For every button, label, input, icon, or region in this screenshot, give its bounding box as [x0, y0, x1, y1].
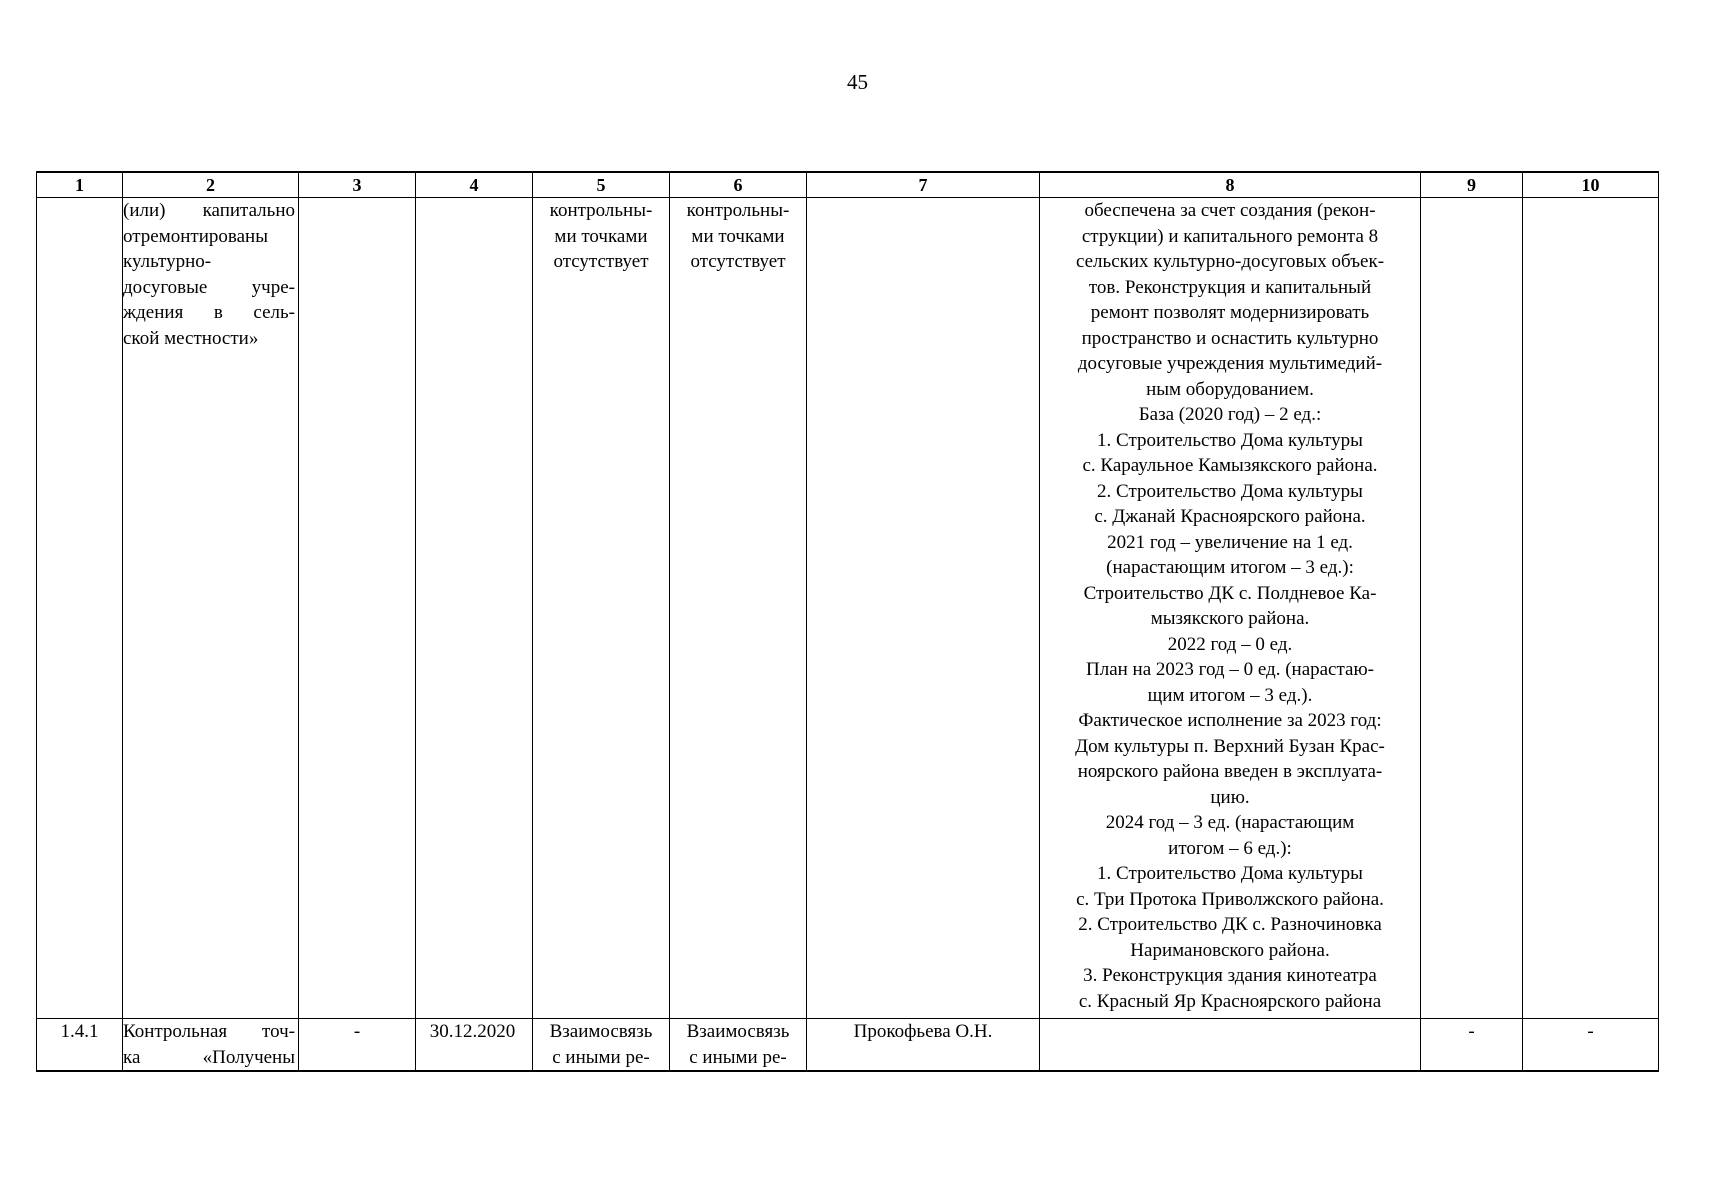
text-line: 2022 год – 0 ед.	[1167, 633, 1293, 655]
text-line: База (2020 год) – 2 ед.:	[1138, 404, 1322, 425]
cell-col6	[670, 198, 807, 1019]
page-number: 45	[847, 70, 868, 94]
text-line: тов. Реконструкция и капитальный	[1088, 276, 1372, 298]
text-line: отсутствует	[690, 251, 786, 272]
plan-table	[36, 171, 1659, 1072]
text-line: отремонтированы	[123, 225, 268, 247]
cell-col10: -	[1523, 1019, 1659, 1072]
column-header: 4	[416, 172, 533, 198]
cell-col9	[1421, 198, 1523, 1019]
column-header: 2	[123, 172, 299, 198]
text-line: струкции) и капитального ремонта 8	[1081, 225, 1379, 247]
text-line: ремонт позволят модернизировать	[1090, 302, 1370, 323]
column-header: 10	[1523, 172, 1659, 198]
text-line: с. Джанай Красноярского района.	[1094, 506, 1366, 527]
text-line: 1. Строительство Дома культуры	[1097, 429, 1363, 451]
cell-col3	[299, 198, 416, 1019]
text-line: с иными ре-	[552, 1046, 650, 1068]
text-line: щим итогом – 3 ед.).	[1147, 684, 1313, 706]
text-line: ным оборудованием.	[1146, 378, 1314, 400]
cell-number	[37, 198, 123, 1019]
text-line: Контрольная точ-	[123, 1021, 295, 1042]
text-line: досуговые учреждения мультимедий-	[1077, 353, 1383, 374]
column-header: 8	[1040, 172, 1421, 198]
text-line: досуговые учре-	[123, 276, 295, 298]
text-line: 2021 год – увеличение на 1 ед.	[1107, 531, 1353, 553]
text-line: (или) капитально	[123, 200, 295, 221]
text-line: пространство и оснастить культурно	[1081, 327, 1379, 349]
text-line: с иными ре-	[689, 1046, 787, 1068]
text-line: контрольны-	[686, 200, 790, 221]
text-line: итогом – 6 ед.):	[1168, 837, 1292, 859]
cell-number: 1.4.1	[37, 1019, 123, 1072]
cell-col7	[807, 198, 1040, 1019]
column-header: 3	[299, 172, 416, 198]
text-line: ми точками	[554, 225, 648, 247]
cell-description	[1040, 1019, 1421, 1072]
cell-col4	[416, 198, 533, 1019]
text-line: с. Красный Яр Красноярского района	[1078, 990, 1382, 1012]
text-line: отсутствует	[553, 251, 649, 272]
cell-col6	[670, 1019, 807, 1072]
cell-responsible: Прокофьева О.Н.	[807, 1019, 1040, 1072]
text-line: ми точками	[691, 225, 785, 247]
cell-col9: -	[1421, 1019, 1523, 1072]
text-line: Наримановского района.	[1130, 939, 1330, 961]
text-line: 3. Реконструкция здания кинотеатра	[1083, 965, 1377, 986]
table-row	[37, 198, 1659, 1019]
table-row	[37, 1019, 1659, 1072]
text-line: Дом культуры п. Верхний Бузан Крас-	[1075, 735, 1385, 757]
text-line: ка «Получены	[123, 1046, 295, 1068]
text-line: с. Караульное Камызякского района.	[1082, 455, 1378, 476]
text-line: ждения в сель-	[123, 302, 295, 323]
text-line: Фактическое исполнение за 2023 год:	[1078, 710, 1382, 731]
column-header: 7	[807, 172, 1040, 198]
text-line: Взаимосвязь	[686, 1021, 790, 1042]
cell-description	[1040, 198, 1421, 1019]
text-line: контрольны-	[549, 200, 653, 221]
text-line: ской местности»	[123, 327, 259, 349]
text-line: 1. Строительство Дома культуры	[1097, 863, 1363, 884]
text-line: культурно-	[123, 251, 212, 272]
cell-col5	[533, 1019, 670, 1072]
text-line: мызякского района.	[1150, 608, 1310, 629]
text-line: 2024 год – 3 ед. (нарастающим	[1105, 812, 1355, 833]
text-line: Строительство ДК с. Полдневое Ка-	[1083, 582, 1377, 604]
cell-name	[123, 198, 299, 1019]
text-line: цию.	[1210, 786, 1250, 808]
text-line: 2. Строительство ДК с. Разночиновка	[1078, 914, 1382, 935]
cell-date: 30.12.2020	[416, 1019, 533, 1072]
text-line: (нарастающим итогом – 3 ед.):	[1106, 557, 1354, 578]
text-line: с. Три Протока Приволжского района.	[1076, 888, 1384, 910]
cell-col10	[1523, 198, 1659, 1019]
text-line: ноярского района введен в эксплуата-	[1077, 761, 1383, 782]
text-line: 2. Строительство Дома культуры	[1097, 480, 1363, 502]
column-header: 1	[37, 172, 123, 198]
text-line: обеспечена за счет создания (рекон-	[1084, 200, 1376, 221]
text-line: План на 2023 год – 0 ед. (нарастаю-	[1086, 659, 1374, 680]
cell-name	[123, 1019, 299, 1072]
column-header: 5	[533, 172, 670, 198]
cell-col5	[533, 198, 670, 1019]
column-header: 6	[670, 172, 807, 198]
text-line: сельских культурно-досуговых объек-	[1075, 251, 1385, 272]
header-row	[37, 172, 1659, 198]
column-header: 9	[1421, 172, 1523, 198]
cell-col3: -	[299, 1019, 416, 1072]
text-line: Взаимосвязь	[549, 1021, 653, 1042]
